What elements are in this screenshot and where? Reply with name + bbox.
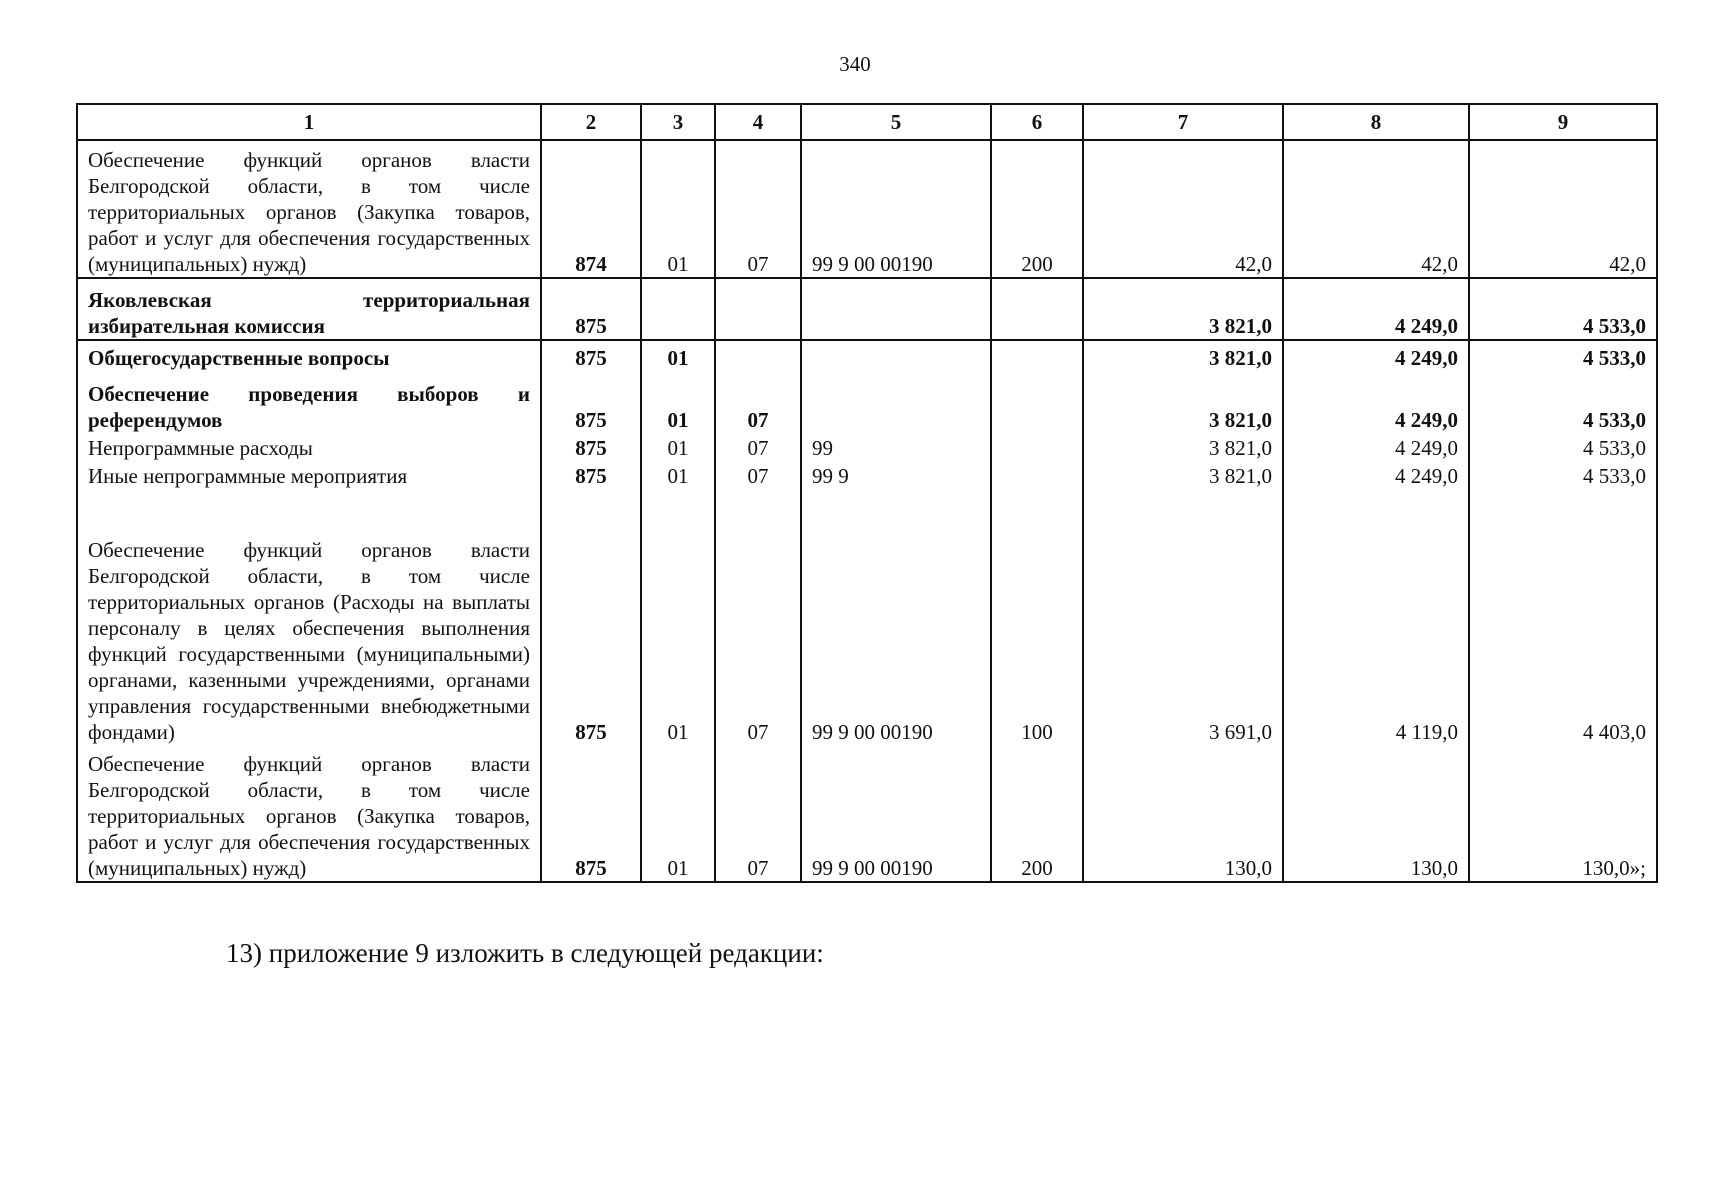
cell-target-article — [801, 373, 991, 433]
page-number: 340 — [839, 52, 871, 76]
cell-section: 01 — [641, 745, 715, 882]
cell-expense-type: 200 — [991, 140, 1083, 278]
cell-subsection: 07 — [715, 745, 801, 882]
row-name: Обеспечение функций органов власти Белгородской области, в том числе территориальных органов (Расходы на выплаты персоналу в целях обеспечения выполнения функций государственными (муниципальными) органами, казенными учреждениями, органами управления государственными внебюджетными фондами) — [77, 489, 541, 745]
cell-value-col9: 4 533,0 — [1469, 433, 1657, 461]
column-header: 5 — [801, 104, 991, 140]
cell-value-col9: 4 533,0 — [1469, 461, 1657, 489]
cell-admin-code: 875 — [541, 373, 641, 433]
row-name: Общегосударственные вопросы — [77, 340, 541, 373]
cell-target-article: 99 9 00 00190 — [801, 745, 991, 882]
cell-value-col8: 130,0 — [1283, 745, 1469, 882]
budget-table-container — [76, 103, 1656, 883]
column-header: 1 — [77, 104, 541, 140]
column-header: 4 — [715, 104, 801, 140]
row-name: Обеспечение проведения выборов и референдумов — [77, 373, 541, 433]
cell-value-col8: 42,0 — [1283, 140, 1469, 278]
cell-admin-code: 874 — [541, 140, 641, 278]
cell-value-col9: 4 533,0 — [1469, 278, 1657, 340]
cell-value-col8: 4 249,0 — [1283, 340, 1469, 373]
cell-value-col8: 4 249,0 — [1283, 373, 1469, 433]
column-header: 6 — [991, 104, 1083, 140]
cell-target-article — [801, 278, 991, 340]
table-row — [77, 373, 1657, 433]
cell-value-col9: 4 533,0 — [1469, 340, 1657, 373]
cell-subsection — [715, 340, 801, 373]
column-header: 8 — [1283, 104, 1469, 140]
cell-value-col7: 3 821,0 — [1083, 433, 1283, 461]
budget-table — [76, 103, 1658, 883]
cell-target-article: 99 — [801, 433, 991, 461]
column-header: 3 — [641, 104, 715, 140]
cell-subsection: 07 — [715, 461, 801, 489]
column-header: 7 — [1083, 104, 1283, 140]
column-header: 2 — [541, 104, 641, 140]
cell-section — [641, 278, 715, 340]
cell-subsection: 07 — [715, 433, 801, 461]
cell-value-col7: 3 821,0 — [1083, 373, 1283, 433]
cell-value-col7: 3 821,0 — [1083, 461, 1283, 489]
cell-admin-code: 875 — [541, 461, 641, 489]
cell-value-col9: 4 533,0 — [1469, 373, 1657, 433]
table-row — [77, 340, 1657, 373]
cell-value-col7: 3 821,0 — [1083, 340, 1283, 373]
cell-value-col8: 4 249,0 — [1283, 433, 1469, 461]
table-row — [77, 461, 1657, 489]
cell-expense-type — [991, 340, 1083, 373]
cell-admin-code: 875 — [541, 340, 641, 373]
row-name: Непрограммные расходы — [77, 433, 541, 461]
cell-value-col9: 4 403,0 — [1469, 489, 1657, 745]
cell-value-col8: 4 249,0 — [1283, 278, 1469, 340]
cell-subsection: 07 — [715, 489, 801, 745]
table-row — [77, 433, 1657, 461]
cell-section: 01 — [641, 489, 715, 745]
cell-value-col7: 3 821,0 — [1083, 278, 1283, 340]
instruction-caption: 13) приложение 9 изложить в следующей редакции: — [226, 938, 824, 968]
cell-subsection — [715, 278, 801, 340]
table-row — [77, 140, 1657, 278]
cell-expense-type: 200 — [991, 745, 1083, 882]
cell-expense-type — [991, 433, 1083, 461]
row-name: Иные непрограммные мероприятия — [77, 461, 541, 489]
cell-section: 01 — [641, 461, 715, 489]
table-row — [77, 489, 1657, 745]
row-name: Обеспечение функций органов власти Белгородской области, в том числе территориальных органов (Закупка товаров, работ и услуг для обеспечения государственных (муниципальных) нужд) — [77, 745, 541, 882]
cell-admin-code: 875 — [541, 433, 641, 461]
table-row — [77, 278, 1657, 340]
cell-target-article — [801, 340, 991, 373]
cell-target-article: 99 9 00 00190 — [801, 140, 991, 278]
cell-expense-type: 100 — [991, 489, 1083, 745]
cell-target-article: 99 9 00 00190 — [801, 489, 991, 745]
cell-section: 01 — [641, 373, 715, 433]
cell-expense-type — [991, 461, 1083, 489]
cell-admin-code: 875 — [541, 278, 641, 340]
table-row — [77, 745, 1657, 882]
cell-value-col7: 42,0 — [1083, 140, 1283, 278]
cell-subsection: 07 — [715, 373, 801, 433]
column-header: 9 — [1469, 104, 1657, 140]
cell-target-article: 99 9 — [801, 461, 991, 489]
cell-value-col7: 130,0 — [1083, 745, 1283, 882]
table-header-row — [77, 104, 1657, 140]
cell-value-col9: 42,0 — [1469, 140, 1657, 278]
cell-admin-code: 875 — [541, 745, 641, 882]
cell-expense-type — [991, 278, 1083, 340]
cell-value-col9: 130,0»; — [1469, 745, 1657, 882]
cell-value-col8: 4 119,0 — [1283, 489, 1469, 745]
cell-admin-code: 875 — [541, 489, 641, 745]
cell-subsection: 07 — [715, 140, 801, 278]
cell-section: 01 — [641, 140, 715, 278]
cell-expense-type — [991, 373, 1083, 433]
cell-value-col8: 4 249,0 — [1283, 461, 1469, 489]
row-name: Обеспечение функций органов власти Белгородской области, в том числе территориальных органов (Закупка товаров, работ и услуг для обеспечения государственных (муниципальных) нужд) — [77, 140, 541, 278]
row-name: Яковлевская территориальная избирательная комиссия — [77, 278, 541, 340]
cell-section: 01 — [641, 340, 715, 373]
cell-value-col7: 3 691,0 — [1083, 489, 1283, 745]
cell-section: 01 — [641, 433, 715, 461]
